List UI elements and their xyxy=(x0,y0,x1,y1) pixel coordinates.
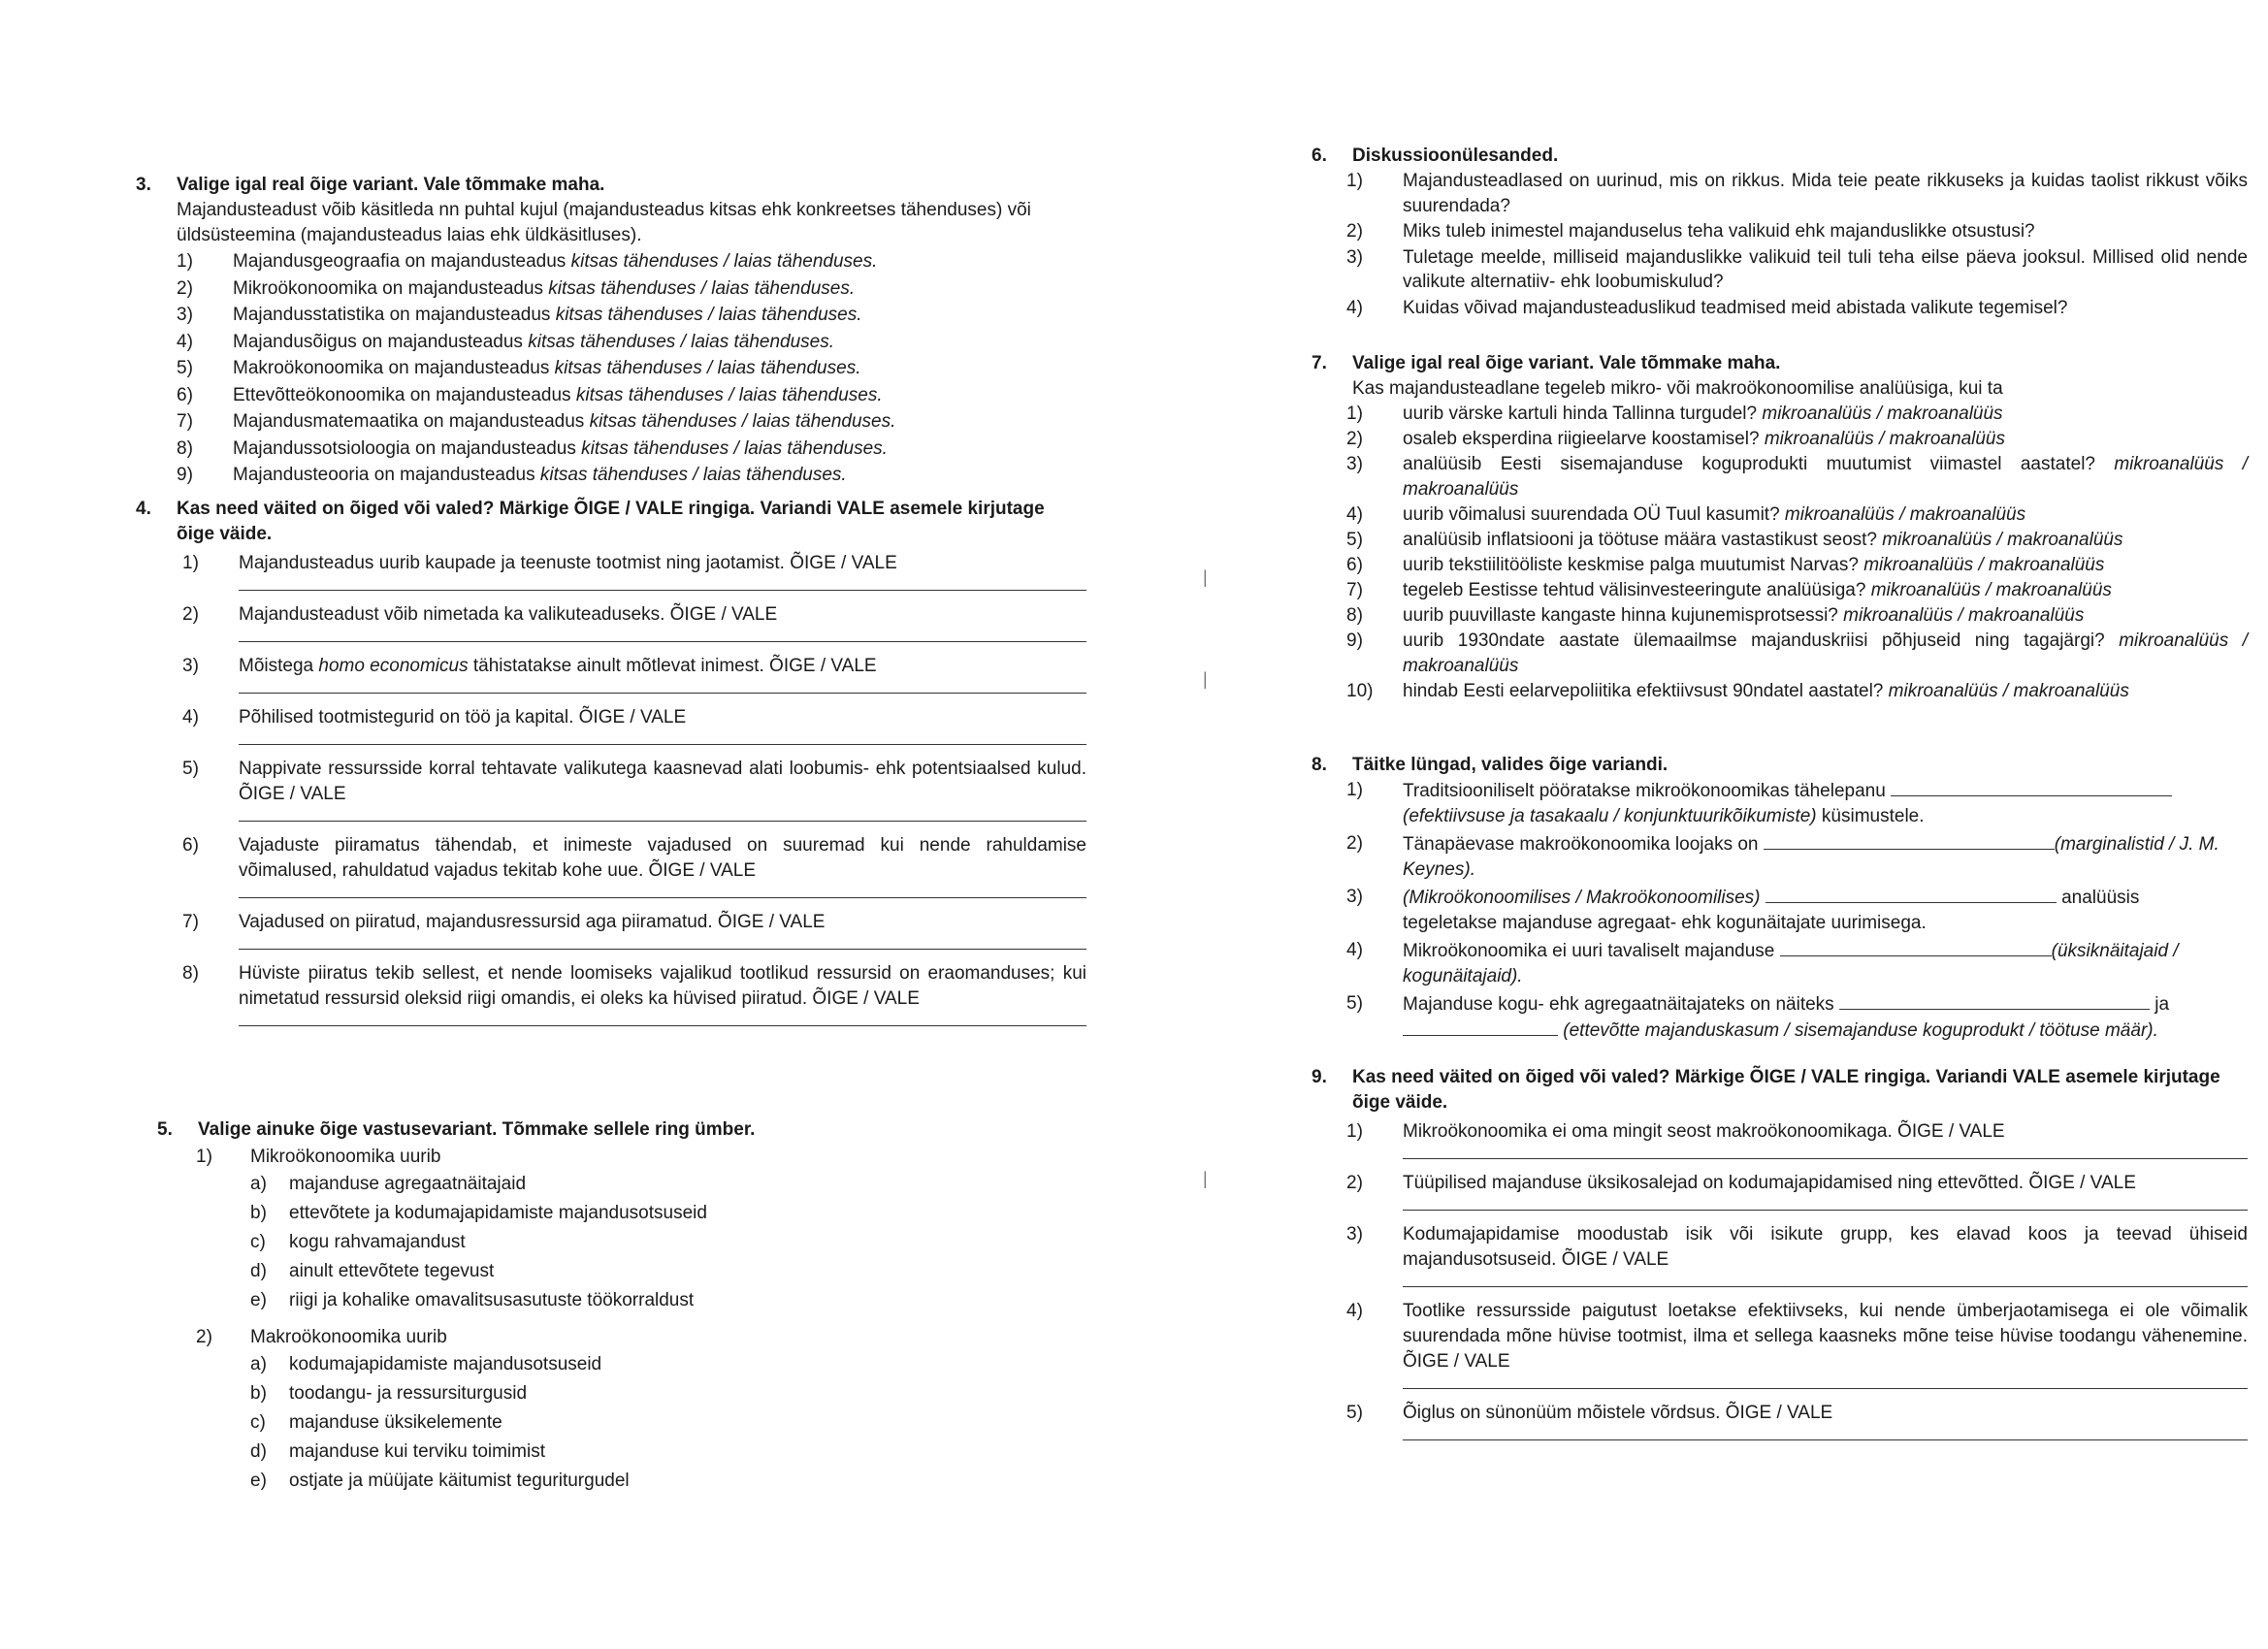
list-item xyxy=(136,275,1086,303)
task-intro: Majandusteadust võib käsitleda nn puhtal kujul (majandusteadus kitsas ehk konkreetses tähenduses) või üldsüsteemina (majandusteadus laias ehk üldkäsitluses). xyxy=(177,200,1031,245)
task-9 xyxy=(1312,1065,2248,1452)
answer-line xyxy=(239,628,1086,642)
answer-line xyxy=(239,730,1086,745)
item-number: 5) xyxy=(182,759,199,779)
option-text: ettevõtete ja kodumajapidamiste majandusotsuseid xyxy=(289,1203,707,1223)
question-text: uurib võimalusi suurendada OÜ Tuul kasumit? xyxy=(1403,504,1785,525)
item-number: 2) xyxy=(177,277,193,299)
gap-fill-item xyxy=(1312,831,2248,883)
item-text xyxy=(1403,528,2248,553)
task-3 xyxy=(136,173,1086,489)
list-item xyxy=(1312,603,2248,629)
question-text: osaleb eksperdina riigieelarve koostamisel? xyxy=(1403,429,1765,449)
item-options: mikroanalüüs / makroanalüüs xyxy=(1784,504,2026,525)
answer-option xyxy=(157,1438,1088,1467)
list-item xyxy=(1312,219,2248,244)
item-options: (marginalistid / J. M. Keynes). xyxy=(1403,834,2219,880)
item-number: 3) xyxy=(1346,454,1363,474)
question-text: uurib puuvillaste kangaste hinna kujunemisprotsessi? xyxy=(1403,605,1844,626)
item-options: kitsas tähenduses / laias tähenduses. xyxy=(575,384,883,405)
item-options: mikroanalüüs / makroanalüüs xyxy=(1843,605,2085,626)
item-text: Kuidas võivad majandusteaduslikud teadmised meid abistada valikute tegemisel? xyxy=(1403,297,2068,318)
task-7-items xyxy=(1312,402,2248,704)
list-item xyxy=(136,408,1086,436)
item-middle: on majandusteadus xyxy=(389,305,556,325)
item-number: 2) xyxy=(1346,1173,1363,1193)
item-number: 4) xyxy=(1346,940,1363,960)
fill-blank xyxy=(1891,778,2172,796)
answer-option xyxy=(157,1467,1088,1496)
task-4 xyxy=(136,497,1086,1038)
option-letter: e) xyxy=(250,1290,267,1310)
statement-body xyxy=(239,602,1086,654)
fill-blank xyxy=(1403,1018,1558,1036)
list-item xyxy=(1312,296,2248,321)
item-text xyxy=(1403,402,2248,427)
statement-item xyxy=(1312,1119,2248,1171)
answer-option xyxy=(157,1257,1088,1286)
item-text xyxy=(1403,778,2248,829)
item-number: 1) xyxy=(1346,1121,1363,1142)
item-number: 1) xyxy=(177,251,193,272)
item-number: 3) xyxy=(1346,246,1363,268)
item-text xyxy=(1403,427,2248,452)
item-number: 5) xyxy=(1346,993,1363,1014)
list-item xyxy=(136,302,1086,329)
item-text-part: küsimustele. xyxy=(1816,806,1925,826)
statement-body xyxy=(239,757,1086,833)
option-letter: c) xyxy=(250,1412,266,1433)
task-number: 5. xyxy=(157,1119,173,1140)
list-item xyxy=(136,329,1086,356)
item-number: 5) xyxy=(1346,1403,1363,1423)
item-text xyxy=(233,462,1086,489)
statement-body xyxy=(239,705,1086,757)
gap-fill-item xyxy=(1312,885,2248,936)
item-options: (ettevõtte majanduskasum / sisemajanduse koguprodukt / töötuse määr). xyxy=(1558,1020,2158,1041)
question-text: analüüsib inflatsiooni ja töötuse määra vastastikust seost? xyxy=(1403,530,1883,550)
item-number: 3) xyxy=(177,305,193,325)
item-number: 8) xyxy=(182,963,199,984)
statement-text: Mikroökonoomika ei oma mingit seost makroökonoomikaga. ÕIGE / VALE xyxy=(1403,1121,2005,1142)
answer-line xyxy=(239,884,1086,898)
question xyxy=(157,1145,1088,1170)
item-options: kitsas tähenduses / laias tähenduses. xyxy=(528,331,835,352)
item-text xyxy=(1403,578,2248,603)
item-text xyxy=(1403,885,2248,936)
item-options: mikroanalüüs / makroanalüüs xyxy=(1403,630,2248,676)
task-title: Kas need väited on õiged või valed? Märkige ÕIGE / VALE ringiga. Variandi VALE asemele kirjutage õige väide. xyxy=(177,499,1045,544)
question-text: Mikroökonoomika uurib xyxy=(250,1147,441,1167)
item-options: (üksiknäitajaid / kogunäitajaid). xyxy=(1403,941,2179,986)
item-options: (Mikroökonoomilises / Makroökonoomilises) xyxy=(1403,888,1766,908)
item-options: kitsas tähenduses / laias tähenduses. xyxy=(589,411,896,432)
item-text-part: ja xyxy=(2149,994,2170,1015)
list-item xyxy=(1312,427,2248,452)
task-8 xyxy=(1312,753,2248,1046)
item-text xyxy=(1403,679,2248,704)
task-title: Valige igal real õige variant. Vale tõmmake maha. xyxy=(177,175,605,195)
statement-body xyxy=(239,551,1086,602)
statement-text-part: Mõistega xyxy=(239,656,319,676)
item-subject: Ettevõtteökonoomika xyxy=(233,384,410,405)
item-subject: Majandusgeograafia xyxy=(233,251,405,272)
item-options: kitsas tähenduses / laias tähenduses. xyxy=(539,465,847,485)
item-number: 1) xyxy=(1346,780,1363,800)
statement-item xyxy=(136,961,1086,1038)
statement-body xyxy=(239,961,1086,1038)
item-text xyxy=(233,382,1086,409)
item-number: 2) xyxy=(182,604,199,625)
item-number: 1) xyxy=(182,553,199,573)
task-number: 4. xyxy=(136,499,151,519)
item-options: mikroanalüüs / makroanalüüs xyxy=(1863,555,2105,575)
list-item xyxy=(1312,553,2248,578)
item-text xyxy=(233,329,1086,356)
answer-line xyxy=(239,807,1086,822)
option-letter: a) xyxy=(250,1354,267,1374)
option-letter: b) xyxy=(250,1203,267,1223)
item-options: mikroanalüüs / makroanalüüs xyxy=(1882,530,2123,550)
item-text-part: Tänapäevase makroökonoomika loojaks on xyxy=(1403,834,1764,855)
item-subject: Majandusstatistika xyxy=(233,305,390,325)
item-subject: Majandusõigus xyxy=(233,331,363,352)
answer-line xyxy=(1403,1145,2248,1159)
answer-line xyxy=(239,1012,1086,1026)
task-3-items xyxy=(136,248,1086,489)
gap-fill-item xyxy=(1312,778,2248,829)
statement-text: Nappivate ressursside korral tehtavate valikutega kaasnevad alati loobumis- ehk potentsiaalsed kulud. ÕIGE / VALE xyxy=(239,759,1086,804)
item-middle: on majandusteadus xyxy=(415,437,582,459)
statement-text-part: tähistatakse ainult mõtlevat inimest. ÕIGE / VALE xyxy=(468,656,877,676)
item-number: 6) xyxy=(182,835,199,856)
statement-item xyxy=(1312,1222,2248,1299)
item-number: 4) xyxy=(182,707,199,728)
answer-line xyxy=(1403,1196,2248,1211)
list-item xyxy=(1312,452,2248,502)
item-number: 1) xyxy=(1346,404,1363,424)
item-number: 9) xyxy=(1346,630,1363,651)
question-text: tegeleb Eestisse tehtud välisinvesteeringute analüüsiga? xyxy=(1403,580,1871,600)
option-letter: a) xyxy=(250,1174,267,1194)
item-number: 7) xyxy=(182,912,199,932)
question xyxy=(157,1325,1088,1350)
margin-mark: | xyxy=(1203,669,1208,689)
statement-term: homo economicus xyxy=(318,656,469,676)
list-item xyxy=(1312,629,2248,679)
question-text: Makroökonoomika uurib xyxy=(250,1327,447,1347)
item-subject: Majandussotsioloogia xyxy=(233,437,416,459)
item-number: 5) xyxy=(177,358,193,378)
option-text: riigi ja kohalike omavalitsusasutuste töökorraldust xyxy=(289,1290,695,1310)
task-9-items xyxy=(1312,1119,2248,1452)
task-title: Diskussioonülesanded. xyxy=(1352,146,1559,166)
statement-body xyxy=(239,654,1086,705)
statement-text: Majandusteadus uurib kaupade ja teenuste tootmist ning jaotamist. ÕIGE / VALE xyxy=(239,553,897,573)
list-item xyxy=(1312,528,2248,553)
task-8-items xyxy=(1312,778,2248,1044)
list-item xyxy=(1312,402,2248,427)
statement-text: Vajaduste piiramatus tähendab, et inimeste vajadused on suuremad kui nende rahuldamise võimalused, rahuldatud vajadus tekitab kohe uue. ÕIGE / VALE xyxy=(239,835,1086,881)
item-number: 5) xyxy=(1346,530,1363,550)
item-text xyxy=(233,355,1086,382)
answer-line xyxy=(239,576,1086,591)
task-intro: Kas majandusteadlane tegeleb mikro- või makroökonoomilise analüüsiga, kui ta xyxy=(1352,378,2003,399)
margin-mark: | xyxy=(1203,1169,1208,1188)
item-number: 9) xyxy=(177,465,193,485)
list-item xyxy=(136,436,1086,463)
item-options: mikroanalüüs / makroanalüüs xyxy=(1762,404,2003,424)
item-number: 10) xyxy=(1346,681,1374,701)
statement-body xyxy=(239,833,1086,910)
answer-option xyxy=(157,1379,1088,1408)
item-text xyxy=(1403,553,2248,578)
statement-text: Põhilised tootmistegurid on töö ja kapital. ÕIGE / VALE xyxy=(239,707,687,728)
item-text: Tuletage meelde, milliseid majanduslikke valikuid teil tuli teha eilse päeva jooksul. Millised olid nende valikute alternatiiv- ehk loobumiskulud? xyxy=(1403,246,2248,292)
task-title: Valige igal real õige variant. Vale tõmmake maha. xyxy=(1352,353,1781,373)
statement-item xyxy=(136,833,1086,910)
item-number: 2) xyxy=(1346,833,1363,854)
statement-item xyxy=(1312,1171,2248,1222)
item-number: 7) xyxy=(177,411,193,432)
answer-line xyxy=(239,935,1086,950)
item-number: 2) xyxy=(1346,429,1363,449)
item-number: 6) xyxy=(177,384,193,405)
answer-option xyxy=(157,1408,1088,1438)
task-number: 3. xyxy=(136,175,151,195)
statement-text: Hüviste piiratus tekib sellest, et nende loomiseks vajalikud tootlikud ressursid on eraomanduses; kui nimetatud ressursid oleksid riigi omandis, ei oleks ka hüvised piiratud. ÕIGE / VALE xyxy=(239,963,1086,1009)
item-middle: on majandusteadus xyxy=(405,251,571,272)
item-text xyxy=(1403,629,2248,679)
item-number: 3) xyxy=(1346,1224,1363,1245)
statement-item xyxy=(1312,1401,2248,1452)
option-text: kogu rahvamajandust xyxy=(289,1232,466,1252)
item-text xyxy=(1403,938,2248,989)
statement-body xyxy=(1403,1299,2248,1401)
statement-text: Tootlike ressursside paigutust loetakse efektiivseks, kui nende ümberjaotamisega ei ole võimalik suurendada mõne hüvise tootmist, ilma et sellega kaasneks mõne teise hüvise toodangu vähenemine. ÕIGE / VALE xyxy=(1403,1301,2248,1372)
statement-body xyxy=(1403,1222,2248,1299)
answer-line xyxy=(1403,1273,2248,1287)
task-7 xyxy=(1312,351,2248,704)
statement-item xyxy=(136,602,1086,654)
item-number: 1) xyxy=(1346,171,1363,191)
item-options: mikroanalüüs / makroanalüüs xyxy=(1888,681,2129,701)
item-options: mikroanalüüs / makroanalüüs xyxy=(1403,454,2249,500)
item-text-part: tegeletakse majanduse agregaat- ehk kogunäitajate uurimisega. xyxy=(1403,913,1927,933)
item-middle: on majandusteadus xyxy=(382,277,549,299)
statement-item xyxy=(136,654,1086,705)
list-item xyxy=(136,382,1086,409)
item-number: 6) xyxy=(1346,555,1363,575)
list-item xyxy=(136,462,1086,489)
item-text xyxy=(233,302,1086,329)
item-middle: on majandusteadus xyxy=(423,411,590,432)
item-options: kitsas tähenduses / laias tähenduses. xyxy=(554,358,861,378)
answer-option xyxy=(157,1228,1088,1257)
list-item xyxy=(1312,245,2248,295)
task-number: 8. xyxy=(1312,755,1327,775)
task-title: Täitke lüngad, valides õige variandi. xyxy=(1352,755,1669,775)
item-options: kitsas tähenduses / laias tähenduses. xyxy=(570,251,878,272)
statement-text: Kodumajapidamise moodustab isik või isikute grupp, kes elavad koos ja teevad ühiseid majandusotsuseid. ÕIGE / VALE xyxy=(1403,1224,2248,1270)
fill-blank xyxy=(1839,991,2150,1010)
item-text xyxy=(1403,831,2248,883)
option-text: ostjate ja müüjate käitumist teguriturgudel xyxy=(289,1471,630,1491)
list-item xyxy=(1312,679,2248,704)
question-text: hindab Eesti eelarvepoliitika efektiivsust 90ndatel aastatel? xyxy=(1403,681,1889,701)
answer-option xyxy=(157,1286,1088,1315)
option-text: kodumajapidamiste majandusotsuseid xyxy=(289,1354,602,1374)
option-text: majanduse agregaatnäitajaid xyxy=(289,1174,527,1194)
item-options: kitsas tähenduses / laias tähenduses. xyxy=(581,437,888,459)
answer-line xyxy=(239,679,1086,694)
statement-body xyxy=(1403,1171,2248,1222)
fill-blank xyxy=(1780,938,2052,956)
item-number: 4) xyxy=(177,331,193,352)
statement-text: Tüüpilised majanduse üksikosalejad on kodumajapidamised ning ettevõtted. ÕIGE / VALE xyxy=(1403,1173,2136,1193)
task-number: 9. xyxy=(1312,1067,1327,1087)
statement-text: Majandusteadust võib nimetada ka valikuteaduseks. ÕIGE / VALE xyxy=(239,604,778,625)
fill-blank xyxy=(1766,885,2057,903)
statement-text: Vajadused on piiratud, majandusressursid aga piiramatud. ÕIGE / VALE xyxy=(239,912,826,932)
task-number: 7. xyxy=(1312,353,1327,373)
task-number: 6. xyxy=(1312,146,1327,166)
item-subject: Makroökonoomika xyxy=(233,358,389,378)
item-subject: Majandusteooria xyxy=(233,465,374,485)
task-5-items xyxy=(157,1145,1088,1496)
item-text: Majandusteadlased on uurinud, mis on rikkus. Mida teie peate rikkuseks ja kuidas taolist rikkust võiks suurendada? xyxy=(1403,171,2248,216)
item-options: (efektiivsuse ja tasakaalu / konjunktuurikõikumiste) xyxy=(1403,806,1817,826)
option-letter: e) xyxy=(250,1471,267,1491)
option-letter: c) xyxy=(250,1232,266,1252)
answer-option xyxy=(157,1199,1088,1228)
item-number: 8) xyxy=(177,437,193,459)
item-number: 2) xyxy=(196,1327,212,1347)
item-number: 4) xyxy=(1346,1301,1363,1321)
option-text: majanduse üksikelemente xyxy=(289,1412,502,1433)
item-text xyxy=(1403,991,2248,1044)
task-5 xyxy=(157,1117,1088,1496)
item-text xyxy=(1403,603,2248,629)
gap-fill-item xyxy=(1312,938,2248,989)
margin-mark: | xyxy=(1203,567,1208,587)
item-options: mikroanalüüs / makroanalüüs xyxy=(1764,429,2005,449)
item-middle: on majandusteadus xyxy=(362,331,529,352)
list-item xyxy=(136,248,1086,275)
item-options: kitsas tähenduses / laias tähenduses. xyxy=(548,277,856,299)
item-number: 3) xyxy=(1346,887,1363,907)
item-options: mikroanalüüs / makroanalüüs xyxy=(1870,580,2112,600)
statement-body xyxy=(1403,1119,2248,1171)
item-number: 7) xyxy=(1346,580,1363,600)
item-number: 2) xyxy=(1346,221,1363,242)
item-subject: Majandusmatemaatika xyxy=(233,411,424,432)
task-6-items xyxy=(1312,169,2248,320)
item-number: 4) xyxy=(1346,297,1363,318)
question-text: uurib 1930ndate aastate ülemaailmse majanduskriisi põhjuseid ning tagajärgi? xyxy=(1403,630,2120,651)
option-text: toodangu- ja ressursiturgusid xyxy=(289,1383,528,1404)
item-number: 3) xyxy=(182,656,199,676)
item-text-part: Traditsiooniliselt pööratakse mikroökonoomikas tähelepanu xyxy=(1403,781,1892,801)
list-item xyxy=(136,355,1086,382)
statement-body xyxy=(239,910,1086,961)
list-item xyxy=(1312,578,2248,603)
item-options: kitsas tähenduses / laias tähenduses. xyxy=(555,305,862,325)
item-text: Miks tuleb inimestel majanduselus teha valikuid ehk majanduslikke otsustusi? xyxy=(1403,221,2035,242)
list-item xyxy=(1312,169,2248,218)
statement-item xyxy=(136,910,1086,961)
statement-item xyxy=(136,757,1086,833)
item-middle: on majandusteadus xyxy=(388,358,555,378)
question-text: analüüsib Eesti sisemajanduse koguprodukti muutumist viimastel aastatel? xyxy=(1403,454,2115,474)
fill-blank xyxy=(1764,831,2055,850)
option-text: ainult ettevõtete tegevust xyxy=(289,1261,495,1281)
item-subject: Mikroökonoomika xyxy=(233,277,383,299)
option-text: majanduse kui terviku toimimist xyxy=(289,1441,545,1462)
item-text xyxy=(233,408,1086,436)
item-text xyxy=(233,275,1086,303)
statement-body xyxy=(1403,1401,2248,1452)
statement-text xyxy=(239,654,1086,679)
answer-option xyxy=(157,1350,1088,1379)
statement-item xyxy=(1312,1299,2248,1401)
answer-line xyxy=(1403,1426,2248,1440)
item-number: 1) xyxy=(196,1147,212,1167)
item-middle: on majandusteadus xyxy=(373,465,540,485)
item-text-part: analüüsis xyxy=(2056,888,2140,908)
item-text xyxy=(233,248,1086,275)
task-title: Valige ainuke õige vastusevariant. Tõmmake sellele ring ümber. xyxy=(198,1119,756,1140)
item-number: 8) xyxy=(1346,605,1363,626)
statement-item xyxy=(136,551,1086,602)
list-item xyxy=(1312,502,2248,528)
item-text-part: Majanduse kogu- ehk agregaatnäitajateks on näiteks xyxy=(1403,994,1839,1015)
option-letter: b) xyxy=(250,1383,267,1404)
item-text xyxy=(233,436,1086,463)
item-text xyxy=(1403,452,2248,502)
statement-text: Õiglus on sünonüüm mõistele võrdsus. ÕIGE / VALE xyxy=(1403,1403,1833,1423)
item-text xyxy=(1403,502,2248,528)
item-middle: on majandusteadus xyxy=(409,384,576,405)
item-text-part: Mikroökonoomika ei uuri tavaliselt majanduse xyxy=(1403,941,1780,961)
question-text: uurib värske kartuli hinda Tallinna turgudel? xyxy=(1403,404,1763,424)
statement-item xyxy=(136,705,1086,757)
task-4-items xyxy=(136,551,1086,1038)
task-6 xyxy=(1312,144,2248,321)
option-letter: d) xyxy=(250,1441,267,1462)
answer-line xyxy=(1403,1374,2248,1389)
gap-fill-item xyxy=(1312,991,2248,1044)
item-number: 4) xyxy=(1346,504,1363,525)
answer-option xyxy=(157,1170,1088,1199)
question-text: uurib tekstiilitööliste keskmise palga muutumist Narvas? xyxy=(1403,555,1864,575)
task-title: Kas need väited on õiged või valed? Märkige ÕIGE / VALE ringiga. Variandi VALE asemele kirjutage õige väide. xyxy=(1352,1067,2220,1113)
option-letter: d) xyxy=(250,1261,267,1281)
